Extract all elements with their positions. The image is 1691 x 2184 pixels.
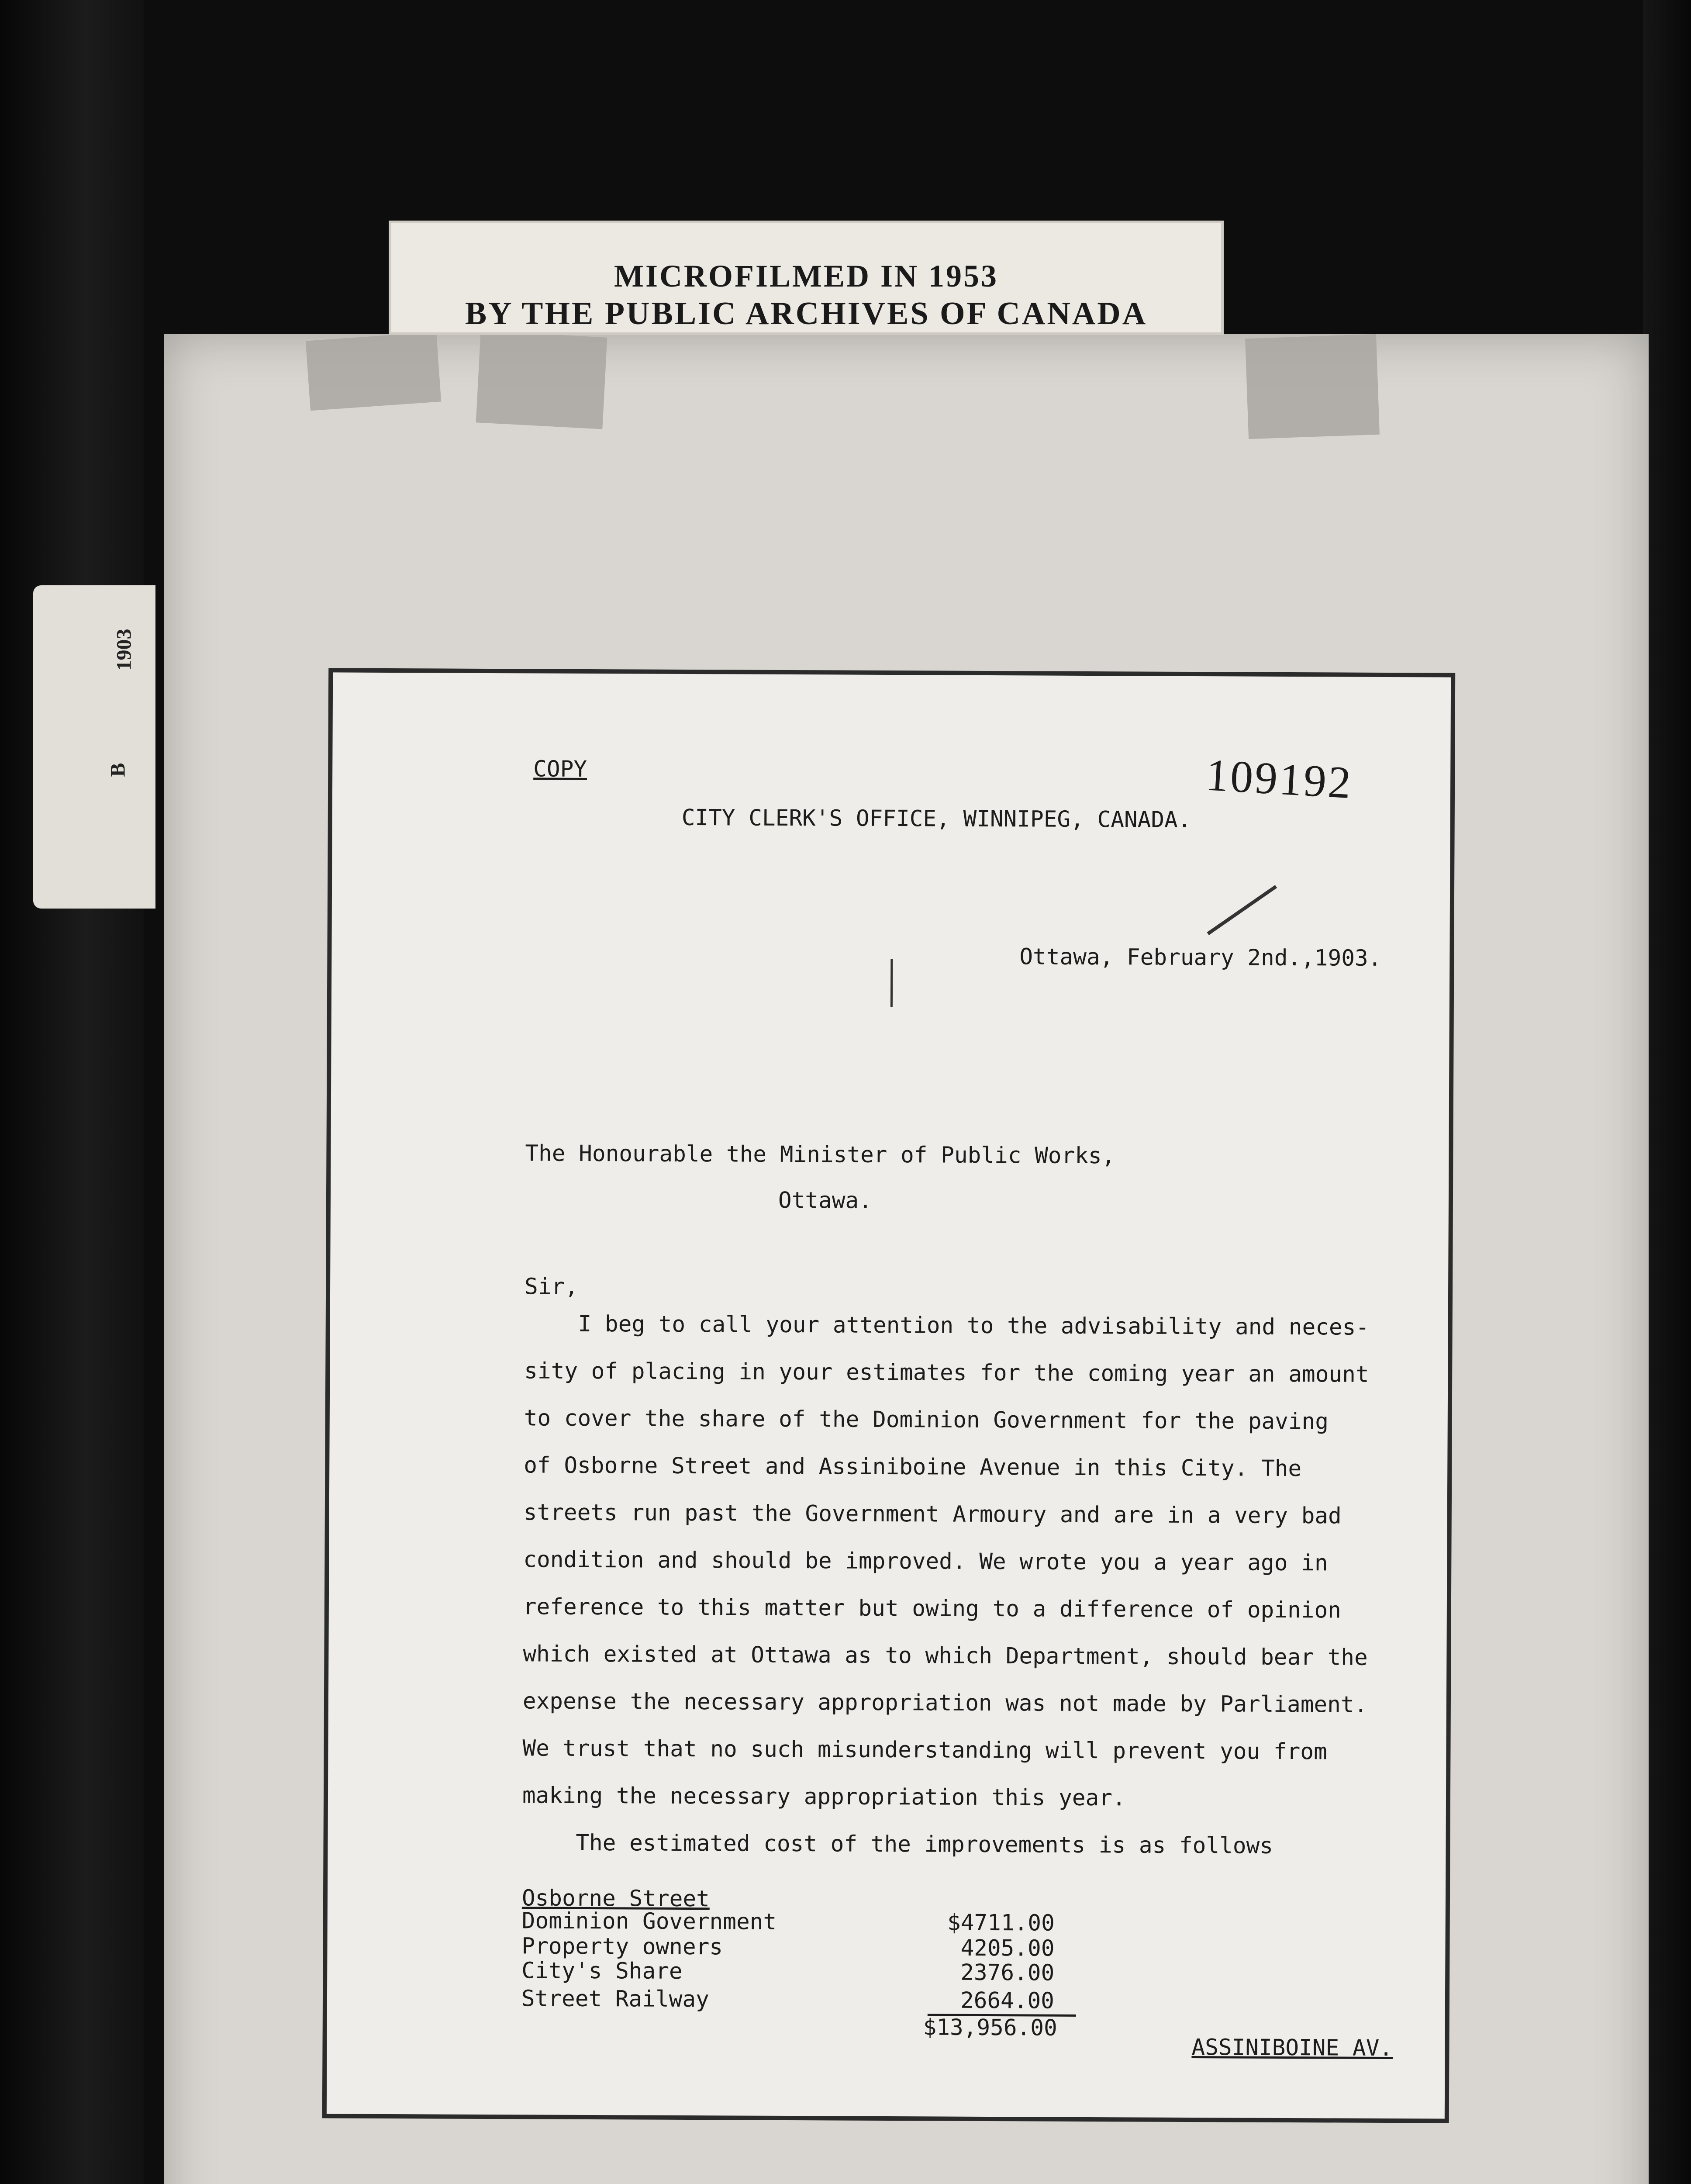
film-edge-left bbox=[0, 0, 144, 2184]
pencil-stroke bbox=[1207, 885, 1277, 935]
body-line: condition and should be improved. We wrote you a year ago in bbox=[523, 1547, 1328, 1576]
cost-row-amount: 2664.00 bbox=[960, 1987, 1055, 2014]
body-line: making the necessary appropriation this year. bbox=[522, 1783, 1126, 1811]
pencil-stroke bbox=[890, 959, 893, 1007]
typed-letter bbox=[322, 668, 1455, 2123]
cost-row-label: City's Share bbox=[521, 1958, 683, 1984]
cost-row-amount: 4205.00 bbox=[960, 1935, 1055, 1962]
date-line: Ottawa, February 2nd.,1903. bbox=[1019, 944, 1382, 971]
body-line: reference to this matter but owing to a difference of opinion bbox=[523, 1594, 1341, 1624]
cost-row-label: Street Railway bbox=[521, 1986, 709, 2013]
side-tab-year: 1903 bbox=[112, 629, 136, 671]
body-line: of Osborne Street and Assiniboine Avenue in this City. The bbox=[524, 1452, 1302, 1482]
tape-piece bbox=[476, 331, 607, 429]
microfilm-label-line2: BY THE PUBLIC ARCHIVES OF CANADA bbox=[465, 296, 1148, 332]
body-line: expense the necessary appropriation was not made by Parliament. bbox=[522, 1688, 1368, 1718]
side-tab-letter: B bbox=[106, 763, 130, 777]
side-index-tab bbox=[33, 585, 155, 909]
tape-piece bbox=[306, 332, 441, 411]
recipient-line-1: The Honourable the Minister of Public Works, bbox=[525, 1140, 1115, 1169]
next-section-label: ASSINIBOINE AV. bbox=[1191, 2035, 1393, 2062]
microfilm-label bbox=[389, 221, 1224, 335]
cost-total: $13,956.00 bbox=[923, 2015, 1057, 2041]
cost-row-amount: $4711.00 bbox=[947, 1910, 1055, 1936]
body-line: I beg to call your attention to the advisability and neces- bbox=[524, 1311, 1370, 1341]
tape-piece bbox=[1245, 334, 1380, 439]
body-line: We trust that no such misunderstanding will prevent you from bbox=[522, 1735, 1327, 1765]
body-line: The estimated cost of the improvements is as follows bbox=[522, 1830, 1273, 1859]
letterhead: CITY CLERK'S OFFICE, WINNIPEG, CANADA. bbox=[681, 805, 1191, 833]
body-line: streets run past the Government Armoury and are in a very bad bbox=[523, 1500, 1342, 1529]
cost-table-heading: Osborne Street bbox=[521, 1885, 710, 1912]
cost-row-label: Dominion Government bbox=[521, 1908, 777, 1935]
salutation: Sir, bbox=[524, 1274, 579, 1300]
body-line: to cover the share of the Dominion Government for the paving bbox=[524, 1405, 1329, 1435]
film-edge-right bbox=[1643, 0, 1691, 2184]
letter-body bbox=[522, 1311, 1442, 1859]
copy-mark: COPY bbox=[533, 756, 587, 782]
recipient-line-2: Ottawa. bbox=[778, 1187, 873, 1214]
cost-row-amount: 2376.00 bbox=[960, 1959, 1055, 1986]
document-number: 109192 bbox=[1204, 750, 1354, 809]
cost-row-label: Property owners bbox=[521, 1933, 723, 1960]
body-line: sity of placing in your estimates for the coming year an amount bbox=[524, 1358, 1369, 1388]
microfilm-label-line1: MICROFILMED IN 1953 bbox=[614, 259, 998, 294]
body-line: which existed at Ottawa as to which Department, should bear the bbox=[523, 1641, 1368, 1671]
